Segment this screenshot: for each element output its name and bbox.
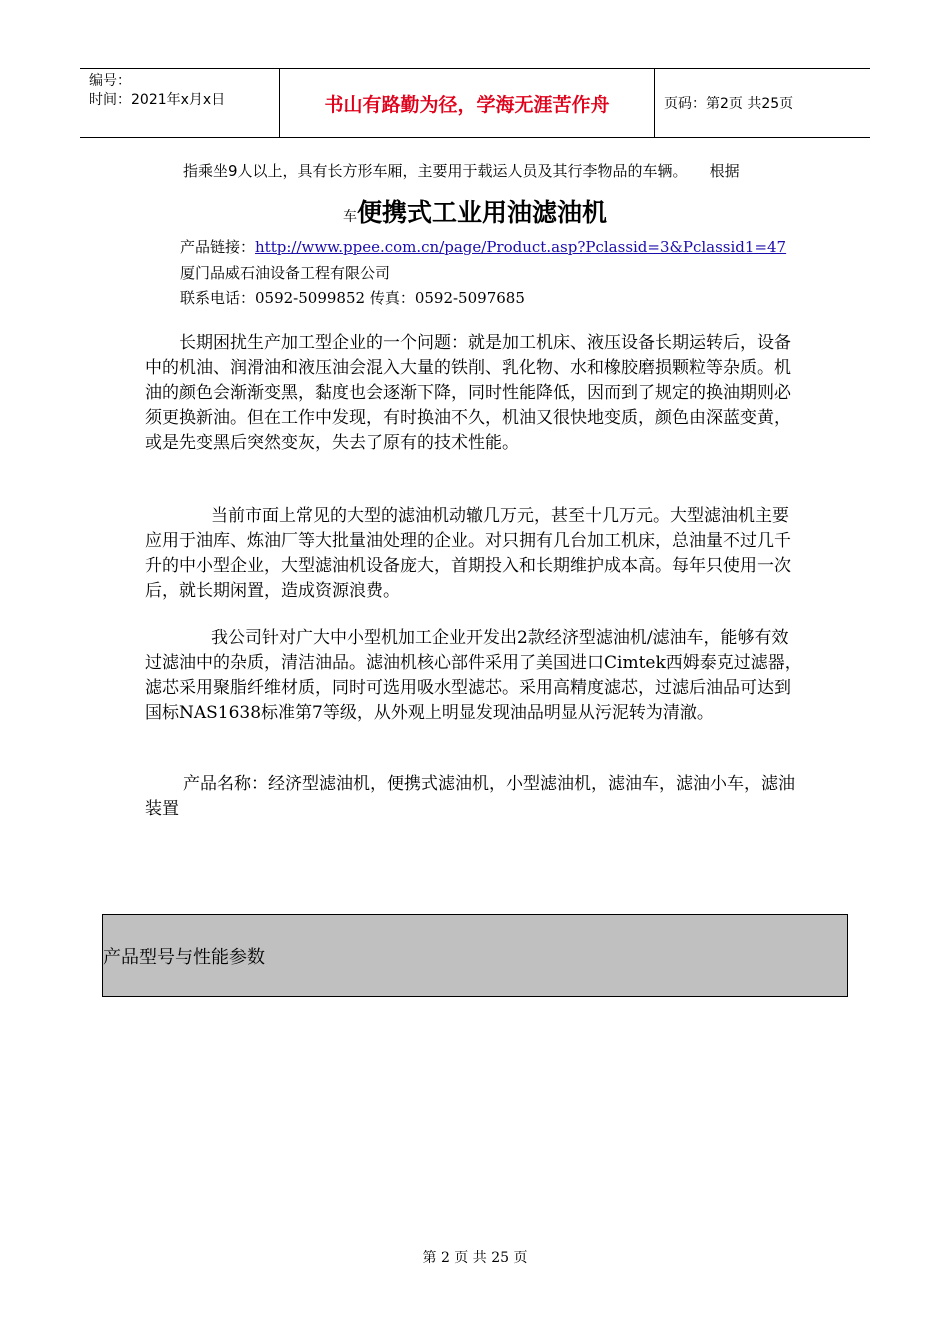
product-link[interactable]: http://www.ppee.com.cn/page/Product.asp?Pclassid=3&Pclassid1=47: [255, 238, 787, 256]
document-number-label: 编号：: [89, 73, 131, 89]
header-motto: 书山有路勤为径，学海无涯苦作舟: [280, 69, 655, 137]
paragraph-market: 当前市面上常见的大型的滤油机动辙几万元，甚至十几万元。大型滤油机主要应用于油库、炼油厂等大批量油处理的企业。对只拥有几台加工机床，总油量不过几千升的中小型企业，大型滤油机设备庞大，首期投入和长期维护成本高。每年只使用一次后，就长期闲置，造成资源浪费。: [145, 506, 791, 601]
contact-info: 联系电话：0592-5099852 传真：0592-5097685: [180, 289, 525, 307]
paragraph-problem: 长期困扰生产加工型企业的一个问题：就是加工机床、液压设备长期运转后，设备中的机油、润滑油和液压油会混入大量的铁削、乳化物、水和橡胶磨损颗粒等杂质。机油的颜色会渐渐变黑，黏度也会逐渐下降，同时性能降低，因而到了规定的换油期则必须更换新油。但在工作中发现，有时换油不久，机油又很快地变质，颜色由深蓝变黄，或是先变黑后突然变灰，失去了原有的技术性能。: [145, 333, 791, 453]
product-link-line: [180, 236, 786, 257]
company-name: 厦门品威石油设备工程有限公司: [180, 264, 391, 282]
title-prefix: 车: [342, 209, 357, 225]
header-left-cell: [80, 69, 280, 137]
page-footer: 第 2 页 共 25 页: [422, 1250, 528, 1266]
page-header: [80, 68, 870, 138]
intro-tail: 根据: [709, 162, 740, 180]
product-link-label: 产品链接：: [180, 238, 256, 256]
paragraph-solution: 我公司针对广大中小型机加工企业开发出2款经济型滤油机/滤油车，能够有效过滤油中的杂质，清洁油品。滤油机核心部件采用了美国进口Cimtek西姆泰克过滤器，滤芯采用聚脂纤维材质，同时可选用吸水型滤芯。采用高精度滤芯，过滤后油品可达到国标NAS1638标准第7等级，从外观上明显发现油品明显从污泥转为清澈。: [145, 628, 802, 723]
section-heading-box: [102, 914, 848, 997]
intro-line: [183, 160, 740, 181]
title-main: 便携式工业用油滤油机: [356, 198, 607, 227]
section-heading: 产品型号与性能参数: [103, 946, 265, 968]
intro-text: 指乘坐9人以上，具有长方形车厢，主要用于载运人员及其行李物品的车辆。: [183, 162, 688, 180]
document-time-label: 时间：2021年x月x日: [89, 92, 226, 108]
page-title: [0, 193, 950, 229]
paragraph-product-names: 产品名称：经济型滤油机，便携式滤油机，小型滤油机，滤油车，滤油小车，滤油装置: [145, 774, 795, 819]
header-page-info: 页码：第2页 共25页: [664, 96, 794, 112]
